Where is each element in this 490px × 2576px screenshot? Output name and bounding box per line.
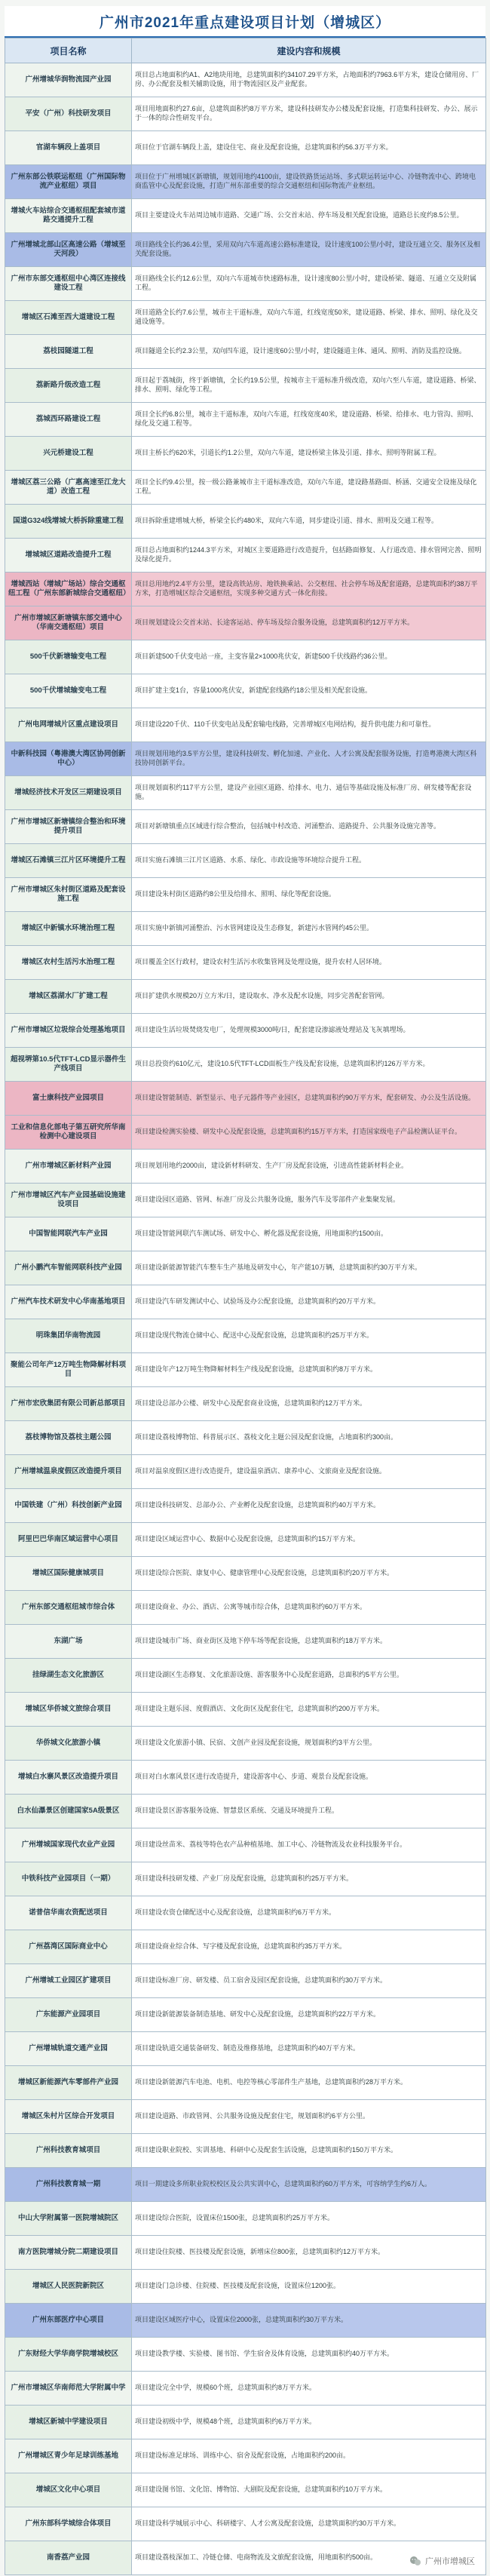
project-name-cell: 华侨城文化旅游小镇 bbox=[5, 1727, 132, 1761]
table-row bbox=[5, 1727, 486, 1761]
table-row bbox=[5, 1998, 486, 2032]
project-desc-cell: 项目规划用地约3.5平方公里，建设科技研发、孵化加速、产业化、人才公寓及配套服务设施，打造粤港澳大湾区科技协同创新平台。 bbox=[132, 742, 486, 776]
table-row bbox=[5, 844, 486, 878]
project-desc-cell: 项目建设图书馆、文化馆、博物馆、大剧院及配套设施，总建筑面积约10万平方米。 bbox=[132, 2473, 486, 2507]
project-name-cell: 明珠集团华南物流园 bbox=[5, 1319, 132, 1353]
table-row bbox=[5, 810, 486, 844]
table-row bbox=[5, 335, 486, 369]
table-row bbox=[5, 1930, 486, 1964]
project-name-cell: 工业和信息化部电子第五研究所华南检测中心建设项目 bbox=[5, 1116, 132, 1150]
project-desc-cell: 项目建设景区游客服务设施、智慧景区系统、交通及环境提升工程。 bbox=[132, 1795, 486, 1828]
project-name-cell: 广州东部公铁联运枢纽（广州国际物流产业枢纽）项目 bbox=[5, 165, 132, 199]
project-name-cell: 荔新路升级改造工程 bbox=[5, 369, 132, 403]
table-row bbox=[5, 2168, 486, 2202]
project-name-cell: 增城区华侨城文旅综合项目 bbox=[5, 1693, 132, 1727]
project-desc-cell: 项目对白水寨风景区进行改造提升，建设游客中心、步道、观景台及配套设施。 bbox=[132, 1761, 486, 1795]
project-desc-cell: 项目建设文化旅游小镇、民宿、文创产业园及配套设施，规划面积约3平方公里。 bbox=[132, 1727, 486, 1761]
project-name-cell: 增城区荔湖水厂扩建工程 bbox=[5, 980, 132, 1014]
table-row bbox=[5, 1455, 486, 1489]
table-row bbox=[5, 1896, 486, 1930]
table-row bbox=[5, 301, 486, 335]
project-name-cell: 广州市增城区华南师范大学附属中学 bbox=[5, 2372, 132, 2406]
wechat-icon bbox=[409, 2555, 421, 2567]
project-desc-cell: 项目建设轨道交通装备研发、制造及维修基地，总建筑面积约40万平方米。 bbox=[132, 2032, 486, 2066]
table-row bbox=[5, 1489, 486, 1523]
project-name-cell: 广州增城轨道交通产业园 bbox=[5, 2032, 132, 2066]
project-name-cell: 增城区新城中学建设项目 bbox=[5, 2406, 132, 2439]
table-row bbox=[5, 1761, 486, 1795]
project-name-cell: 荔枝博物馆及荔枝主题公园 bbox=[5, 1421, 132, 1455]
project-desc-cell: 项目总用地约2.4平方公里，建设高铁站房、地铁换乘站、公交枢纽、社会停车场及配套道路，总建筑面积约38万平方米，打造增城区综合交通枢纽，实现多种交通方式一体化衔接。 bbox=[132, 573, 486, 606]
table-row bbox=[5, 1862, 486, 1896]
table-row bbox=[5, 946, 486, 980]
table-row bbox=[5, 674, 486, 708]
project-desc-cell: 项目全长约9.4公里，按一级公路兼城市主干道标准改造，双向六车道，建设路基路面、桥涵、交通安全设施及绿化工程。 bbox=[132, 471, 486, 505]
project-desc-cell: 项目总占地面积约A1、A2地块用地，总建筑面积约34107.29平方米，占地面积约7963.6平方米，建设仓储用房、厂房、办公配套及相关辅助设施，用于物流园区及产业配套。 bbox=[132, 63, 486, 97]
table-row bbox=[5, 1116, 486, 1150]
table-row bbox=[5, 2236, 486, 2270]
project-desc-cell: 项目建设智能网联汽车测试场、研发中心、孵化器及配套设施，用地面积约1500亩。 bbox=[132, 1217, 486, 1251]
project-desc-cell: 项目主桥长约620米，引道长约1.2公里，双向六车道，建设桥梁主体及引道、排水、照明等附属工程。 bbox=[132, 437, 486, 471]
project-name-cell: 广州增城区青少年足球训练基地 bbox=[5, 2439, 132, 2473]
project-name-cell: 平安（广州）科技研发项目 bbox=[5, 97, 132, 131]
project-name-cell: 增城区国际健康城项目 bbox=[5, 1557, 132, 1591]
watermark bbox=[405, 2553, 479, 2568]
project-desc-cell: 项目建设商业、办公、酒店、公寓等城市综合体，总建筑面积约60万平方米。 bbox=[132, 1591, 486, 1625]
project-desc-cell: 项目建设区域运营中心、数据中心及配套设施，总建筑面积约15万平方米。 bbox=[132, 1523, 486, 1557]
project-desc-cell: 项目建设标准足球场、训练中心、宿舍及配套设施，占地面积约200亩。 bbox=[132, 2439, 486, 2473]
project-desc-cell: 项目路线全长约12.6公里，双向六车道城市快速路标准，设计速度80公里/小时，建设桥梁、隧道、互通立交及附属工程。 bbox=[132, 267, 486, 301]
project-desc-cell: 项目建设科学城展示中心、科研楼宇、人才公寓及配套设施，总建筑面积约30万平方米。 bbox=[132, 2507, 486, 2541]
table-row bbox=[5, 1591, 486, 1625]
project-name-cell: 广州增城工业园区扩建项目 bbox=[5, 1964, 132, 1998]
project-name-cell: 增城区石滩镇三江片区环境提升工程 bbox=[5, 844, 132, 878]
table-row bbox=[5, 980, 486, 1014]
table-row bbox=[5, 505, 486, 539]
table-row bbox=[5, 640, 486, 674]
table-row bbox=[5, 2202, 486, 2236]
table-row bbox=[5, 131, 486, 165]
project-name-cell: 广州增城温泉度假区改造提升项目 bbox=[5, 1455, 132, 1489]
project-name-cell: 中新科技园（粤港澳大湾区协同创新中心） bbox=[5, 742, 132, 776]
project-desc-cell: 项目建设湖区生态修复、文化旅游设施、游客服务中心及配套道路，总面积约5平方公里。 bbox=[132, 1659, 486, 1693]
project-desc-cell: 项目对新塘镇重点区域进行综合整治，包括城中村改造、河涌整治、道路提升、公共服务设施完善等。 bbox=[132, 810, 486, 844]
project-desc-cell: 项目规划用地约2000亩，建设新材料研发、生产厂房及配套设施，引进高性能新材料企业。 bbox=[132, 1150, 486, 1184]
project-name-cell: 东湖广场 bbox=[5, 1625, 132, 1659]
table-row bbox=[5, 369, 486, 403]
project-name-cell: 增城白水寨风景区改造提升项目 bbox=[5, 1761, 132, 1795]
project-name-cell: 中铁科技产业园项目（一期） bbox=[5, 1862, 132, 1896]
project-desc-cell: 项目总占地面积约1244.3平方米，对城区主要道路进行改造提升，包括路面修复、人行道改造、排水管网完善、照明及绿化提升。 bbox=[132, 539, 486, 573]
project-name-cell: 增城火车站综合交通枢纽配套城市道路交通提升工程 bbox=[5, 199, 132, 233]
table-row bbox=[5, 1150, 486, 1184]
project-desc-cell: 项目建设园区道路、管网、标准厂房及公共服务设施，服务汽车及零部件产业集聚发展。 bbox=[132, 1184, 486, 1217]
project-name-cell: 广州汽车技术研发中心华南基地项目 bbox=[5, 1285, 132, 1319]
project-desc-cell: 项目起于荔城街，终于新塘镇，全长约19.5公里，按城市主干道标准升级改造，双向六至八车道，建设道路、桥梁、排水、照明、绿化等工程。 bbox=[132, 369, 486, 403]
project-name-cell: 500千伏新塘输变电工程 bbox=[5, 640, 132, 674]
project-name-cell: 中山大学附属第一医院增城院区 bbox=[5, 2202, 132, 2236]
project-desc-cell: 项目建设科技研发、总部办公、产业孵化及配套设施，总建筑面积约40万平方米。 bbox=[132, 1489, 486, 1523]
project-desc-cell: 项目实施石滩镇三江片区道路、水系、绿化、市政设施等环境综合提升工程。 bbox=[132, 844, 486, 878]
project-desc-cell: 项目建设门急诊楼、住院楼、医技楼及配套设施，设置床位1200张。 bbox=[132, 2270, 486, 2304]
table-row bbox=[5, 1048, 486, 1082]
table-row bbox=[5, 539, 486, 573]
table-row bbox=[5, 1319, 486, 1353]
table-row bbox=[5, 97, 486, 131]
project-desc-cell: 项目建设丝苗米、荔枝等特色农产品种植基地、加工中心、冷链物流及农业科技服务平台。 bbox=[132, 1828, 486, 1862]
project-desc-cell: 项目建设科技研发楼、产业厂房及配套设施，总建筑面积约25万平方米。 bbox=[132, 1862, 486, 1896]
project-desc-cell: 项目建设完全中学，规模60个班，总建筑面积约8万平方米。 bbox=[132, 2372, 486, 2406]
table-row bbox=[5, 165, 486, 199]
table-row bbox=[5, 573, 486, 606]
project-name-cell: 500千伏增城输变电工程 bbox=[5, 674, 132, 708]
project-name-cell: 诺普信华南农资配送项目 bbox=[5, 1896, 132, 1930]
table-row bbox=[5, 1659, 486, 1693]
project-name-cell: 官湖车辆段上盖项目 bbox=[5, 131, 132, 165]
project-desc-cell: 项目路线全长约36.4公里，采用双向六车道高速公路标准建设，设计速度100公里/小时，建设互通立交、服务区及相关配套设施。 bbox=[132, 233, 486, 267]
table-row bbox=[5, 1523, 486, 1557]
project-name-cell: 广州市增城区新塘镇综合整治和环境提升项目 bbox=[5, 810, 132, 844]
project-desc-cell: 项目建设道路、市政管网、公共服务设施及配套住宅，规划面积约6平方公里。 bbox=[132, 2100, 486, 2134]
table-row bbox=[5, 63, 486, 97]
project-name-cell: 广州荔湾区国际商业中心 bbox=[5, 1930, 132, 1964]
project-desc-cell: 项目建设标准厂房、研发楼、员工宿舍及园区配套设施，总建筑面积约30万平方米。 bbox=[132, 1964, 486, 1998]
table-row bbox=[5, 233, 486, 267]
project-name-cell: 兴元桥建设工程 bbox=[5, 437, 132, 471]
table-row bbox=[5, 1217, 486, 1251]
table-body bbox=[5, 63, 486, 2575]
project-desc-cell: 项目建设年产12万吨生物降解材料生产线及配套设施，总建筑面积约8万平方米。 bbox=[132, 1353, 486, 1387]
project-name-cell: 增城区朱村片区综合开发项目 bbox=[5, 2100, 132, 2134]
project-desc-cell: 项目建设教学楼、实验楼、图书馆、学生宿舍及体育设施，总建筑面积约40万平方米。 bbox=[132, 2338, 486, 2372]
table-row bbox=[5, 742, 486, 776]
table-row bbox=[5, 1184, 486, 1217]
project-name-cell: 广州增城国家现代农业产业园 bbox=[5, 1828, 132, 1862]
table-row bbox=[5, 1557, 486, 1591]
project-name-cell: 广州市宏欣集团有限公司新总部项目 bbox=[5, 1387, 132, 1421]
table-row bbox=[5, 1353, 486, 1387]
project-name-cell: 广州市增城区垃圾综合处理基地项目 bbox=[5, 1014, 132, 1048]
project-desc-cell: 项目建设新能源智能汽车整车生产基地及研发中心，年产能10万辆，总建筑面积约30万平方米。 bbox=[132, 1251, 486, 1285]
project-desc-cell: 项目建设朱村街区道路约8公里及给排水、照明、绿化等配套设施。 bbox=[132, 878, 486, 912]
project-name-cell: 广州增城华润物流园产业园 bbox=[5, 63, 132, 97]
project-desc-cell: 项目扩建供水规模20万立方米/日，建设取水、净水及配水设施，同步完善配套管网。 bbox=[132, 980, 486, 1014]
table-row bbox=[5, 2507, 486, 2541]
project-desc-cell: 项目建设主题乐园、度假酒店、文化街区及配套住宅，总建筑面积约200万平方米。 bbox=[132, 1693, 486, 1727]
table-row bbox=[5, 1828, 486, 1862]
header-project-name: 项目名称 bbox=[5, 38, 132, 63]
project-desc-cell: 项目建设职业院校、实训基地、科研中心及配套生活设施，总建筑面积约150万平方米。 bbox=[132, 2134, 486, 2168]
project-desc-cell: 项目建设新能源装备制造基地、研发中心及配套设施，总建筑面积约22万平方米。 bbox=[132, 1998, 486, 2032]
project-name-cell: 聚能公司年产12万吨生物降解材料项目 bbox=[5, 1353, 132, 1387]
project-desc-cell: 项目总投资约610亿元，建设10.5代TFT-LCD面板生产线及配套设施，总建筑面积约126万平方米。 bbox=[132, 1048, 486, 1082]
project-desc-cell: 项目规划面积约117平方公里，建设产业园区道路、给排水、电力、通信等基础设施及标准厂房、研发楼等配套设施。 bbox=[132, 776, 486, 810]
table-row bbox=[5, 2032, 486, 2066]
project-name-cell: 广州东部交通枢纽城市综合体 bbox=[5, 1591, 132, 1625]
project-desc-cell: 项目建设综合医院、康复中心、健康管理中心及配套设施，总建筑面积约20万平方米。 bbox=[132, 1557, 486, 1591]
project-name-cell: 增城区人民医院新院区 bbox=[5, 2270, 132, 2304]
project-name-cell: 中国智能网联汽车产业园 bbox=[5, 1217, 132, 1251]
project-name-cell: 广州东部科学城综合体项目 bbox=[5, 2507, 132, 2541]
project-name-cell: 广州东部医疗中心项目 bbox=[5, 2304, 132, 2338]
project-desc-cell: 项目用地面积约27.6亩，总建筑面积约8万平方米，建设科技研发办公楼及配套设施，打造集科技研发、办公、展示于一体的综合性研发平台。 bbox=[132, 97, 486, 131]
project-name-cell: 国道G324线增城大桥拆除重建工程 bbox=[5, 505, 132, 539]
project-desc-cell: 项目建设住院楼、医技楼及配套设施，新增床位800张，总建筑面积约12万平方米。 bbox=[132, 2236, 486, 2270]
project-desc-cell: 项目建设汽车研发测试中心、试验场及办公配套设施，总建筑面积约20万平方米。 bbox=[132, 1285, 486, 1319]
project-name-cell: 广州市增城区朱村街区道路及配套设施工程 bbox=[5, 878, 132, 912]
header-content-scale: 建设内容和规模 bbox=[132, 38, 486, 63]
project-name-cell: 广州市增城区新材料产业园 bbox=[5, 1150, 132, 1184]
project-desc-cell: 项目道路全长约7.6公里，城市主干道标准，双向六车道，红线宽度50米，建设道路、桥梁、排水、照明、绿化及交通设施等。 bbox=[132, 301, 486, 335]
project-desc-cell: 项目覆盖全区行政村，建设农村生活污水收集管网及处理设施，提升农村人居环境。 bbox=[132, 946, 486, 980]
project-desc-cell: 项目隧道全长约2.3公里，双向四车道，设计速度60公里/小时，建设隧道主体、通风、照明、消防及监控设施。 bbox=[132, 335, 486, 369]
project-name-cell: 广州市东部交通枢纽中心湾区连接线建设工程 bbox=[5, 267, 132, 301]
project-name-cell: 荔枝园隧道工程 bbox=[5, 335, 132, 369]
project-name-cell: 白水仙瀑景区创建国家5A级景区 bbox=[5, 1795, 132, 1828]
project-name-cell: 广州小鹏汽车智能网联科技产业园 bbox=[5, 1251, 132, 1285]
project-desc-cell: 项目位于广州增城区新塘镇，规划用地约4100亩，建设铁路货运站场、多式联运转运中心、冷链物流中心、跨境电商监管中心及配套设施，打造广州东部重要的综合交通枢纽和国际物流产业枢纽。 bbox=[132, 165, 486, 199]
project-name-cell: 南方医院增城分院二期建设项目 bbox=[5, 2236, 132, 2270]
project-name-cell: 荔城西环路建设工程 bbox=[5, 403, 132, 437]
project-desc-cell: 项目建设总部办公楼、研发中心及配套商业设施，总建筑面积约12万平方米。 bbox=[132, 1387, 486, 1421]
project-desc-cell: 项目建设商业综合体、写字楼及配套设施，总建筑面积约35万平方米。 bbox=[132, 1930, 486, 1964]
project-desc-cell: 项目建设生活垃圾焚烧发电厂，处理规模3000吨/日，配套建设渗滤液处理站及飞灰填埋场。 bbox=[132, 1014, 486, 1048]
project-desc-cell: 项目建设智能制造、新型显示、电子元器件等产业园区，总建筑面积约90万平方米，配套研发、办公及生活设施。 bbox=[132, 1082, 486, 1116]
project-desc-cell: 项目新建500千伏变电站一座，主变容量2×1000兆伏安，新建500千伏线路约36公里。 bbox=[132, 640, 486, 674]
project-name-cell: 阿里巴巴华南区域运营中心项目 bbox=[5, 1523, 132, 1557]
project-name-cell: 增城区中新镇水环境治理工程 bbox=[5, 912, 132, 946]
table-row bbox=[5, 2406, 486, 2439]
project-desc-cell: 项目一期建设多所职业院校校区及公共实训中心，总建筑面积约60万平方米，可容纳学生约6万人。 bbox=[132, 2168, 486, 2202]
table-row bbox=[5, 878, 486, 912]
table-row bbox=[5, 403, 486, 437]
table-row bbox=[5, 2270, 486, 2304]
table-row bbox=[5, 1421, 486, 1455]
table-row bbox=[5, 776, 486, 810]
project-name-cell: 增城城区道路改造提升工程 bbox=[5, 539, 132, 573]
project-desc-cell: 项目建设220千伏、110千伏变电站及配套输电线路，完善增城区电网结构，提升供电能力和可靠性。 bbox=[132, 708, 486, 742]
project-desc-cell: 项目建设农资仓储配送中心及配套设施，总建筑面积约6万平方米。 bbox=[132, 1896, 486, 1930]
project-name-cell: 增城区新能源汽车零部件产业园 bbox=[5, 2066, 132, 2100]
table-row bbox=[5, 437, 486, 471]
project-name-cell: 增城区石滩至西大道建设工程 bbox=[5, 301, 132, 335]
project-name-cell: 增城经济技术开发区三期建设项目 bbox=[5, 776, 132, 810]
table-row bbox=[5, 1251, 486, 1285]
project-desc-cell: 项目建设城市广场、商业街区及地下停车场等配套设施，总建筑面积约18万平方米。 bbox=[132, 1625, 486, 1659]
table-row bbox=[5, 1625, 486, 1659]
table-row bbox=[5, 2473, 486, 2507]
watermark-text: 广州市增城区 bbox=[425, 2557, 475, 2566]
project-name-cell: 南香荔产业园 bbox=[5, 2541, 132, 2575]
table-row bbox=[5, 1964, 486, 1998]
project-desc-cell: 项目规划建设公交首末站、长途客运站、停车场及综合服务设施，总建筑面积约12万平方米。 bbox=[132, 606, 486, 640]
project-desc-cell: 项目全长约6.8公里，城市主干道标准，双向六车道，红线宽度40米，建设道路、桥梁、给排水、电力管沟、照明、绿化及交通工程等。 bbox=[132, 403, 486, 437]
project-name-cell: 广东能源产业园项目 bbox=[5, 1998, 132, 2032]
table-row bbox=[5, 1014, 486, 1048]
project-name-cell: 广州市增城区新塘镇东部交通中心（华南交通枢纽）项目 bbox=[5, 606, 132, 640]
table-row bbox=[5, 708, 486, 742]
project-table bbox=[5, 38, 486, 2575]
table-row bbox=[5, 2134, 486, 2168]
project-desc-cell: 项目实施中新镇河涌整治、污水管网建设及生态修复，新建污水管网约45公里。 bbox=[132, 912, 486, 946]
project-desc-cell: 项目拆除重建增城大桥，桥梁全长约480米，双向六车道，同步建设引道、排水、照明及交通工程等。 bbox=[132, 505, 486, 539]
table-row bbox=[5, 606, 486, 640]
project-desc-cell: 项目建设区域医疗中心，设置床位2000张，总建筑面积约30万平方米。 bbox=[132, 2304, 486, 2338]
table-row bbox=[5, 2439, 486, 2473]
project-name-cell: 富士康科技产业园项目 bbox=[5, 1082, 132, 1116]
project-name-cell: 广东财经大学华商学院增城校区 bbox=[5, 2338, 132, 2372]
project-desc-cell: 项目建设新能源汽车电池、电机、电控等核心零部件生产基地，总建筑面积约28万平方米。 bbox=[132, 2066, 486, 2100]
project-name-cell: 增城区荔三公路（广惠高速至江龙大道）改造工程 bbox=[5, 471, 132, 505]
project-desc-cell: 项目建设现代物流仓储中心、配送中心及配套设施，总建筑面积约25万平方米。 bbox=[132, 1319, 486, 1353]
project-name-cell: 挂绿湖生态文化旅游区 bbox=[5, 1659, 132, 1693]
project-name-cell: 广州科技教育城一期 bbox=[5, 2168, 132, 2202]
project-name-cell: 广州科技教育城项目 bbox=[5, 2134, 132, 2168]
table-row bbox=[5, 912, 486, 946]
project-name-cell: 增城西站（增城广场站）综合交通枢纽工程（广州东部新城综合交通枢纽） bbox=[5, 573, 132, 606]
project-name-cell: 增城区农村生活污水治理工程 bbox=[5, 946, 132, 980]
table-row bbox=[5, 1082, 486, 1116]
table-row bbox=[5, 2100, 486, 2134]
project-desc-cell: 项目建设综合医院，设置床位1500张，总建筑面积约25万平方米。 bbox=[132, 2202, 486, 2236]
table-row bbox=[5, 2372, 486, 2406]
document-title: 广州市2021年重点建设项目计划（增城区） bbox=[5, 6, 485, 38]
project-desc-cell: 项目建设检测实验楼、研发中心及配套设施，总建筑面积约15万平方米，打造国家级电子产品检测认证平台。 bbox=[132, 1116, 486, 1150]
project-desc-cell: 项目建设荔枝博物馆、科普展示区、荔枝文化主题公园及配套设施，占地面积约300亩。 bbox=[132, 1421, 486, 1455]
project-name-cell: 广州增城北部山区高速公路（增城至天河段） bbox=[5, 233, 132, 267]
project-name-cell: 广州市增城区汽车产业园基础设施建设项目 bbox=[5, 1184, 132, 1217]
table-row bbox=[5, 267, 486, 301]
table-header-row bbox=[5, 38, 486, 63]
project-desc-cell: 项目建设初级中学，规模48个班，总建筑面积约6万平方米。 bbox=[132, 2406, 486, 2439]
project-desc-cell: 项目对温泉度假区进行改造提升，建设温泉酒店、康养中心、文旅商业及配套设施。 bbox=[132, 1455, 486, 1489]
project-desc-cell: 项目位于官湖车辆段上盖，建设住宅、商业及配套设施，总建筑面积约56.3万平方米。 bbox=[132, 131, 486, 165]
project-desc-cell: 项目扩建主变1台，容量1000兆伏安，新建配套线路约18公里及相关配套设施。 bbox=[132, 674, 486, 708]
table-row bbox=[5, 471, 486, 505]
project-name-cell: 中国铁建（广州）科技创新产业园 bbox=[5, 1489, 132, 1523]
table-row bbox=[5, 1693, 486, 1727]
table-row bbox=[5, 199, 486, 233]
table-row bbox=[5, 2304, 486, 2338]
project-desc-cell: 项目主要建设火车站周边城市道路、交通广场、公交首末站、停车场及相关配套设施，道路总长度约8.5公里。 bbox=[132, 199, 486, 233]
table-row bbox=[5, 1387, 486, 1421]
project-name-cell: 超视堺第10.5代TFT-LCD显示器件生产线项目 bbox=[5, 1048, 132, 1082]
table-row bbox=[5, 2338, 486, 2372]
project-name-cell: 广州电网增城片区重点建设项目 bbox=[5, 708, 132, 742]
table-row bbox=[5, 2066, 486, 2100]
table-row bbox=[5, 1795, 486, 1828]
project-name-cell: 增城区文化中心项目 bbox=[5, 2473, 132, 2507]
table-row bbox=[5, 1285, 486, 1319]
project-desc-cell: 项目建设荔枝深加工、冷链仓储、电商物流及文旅配套设施，用地面积约500亩。 bbox=[132, 2541, 486, 2575]
